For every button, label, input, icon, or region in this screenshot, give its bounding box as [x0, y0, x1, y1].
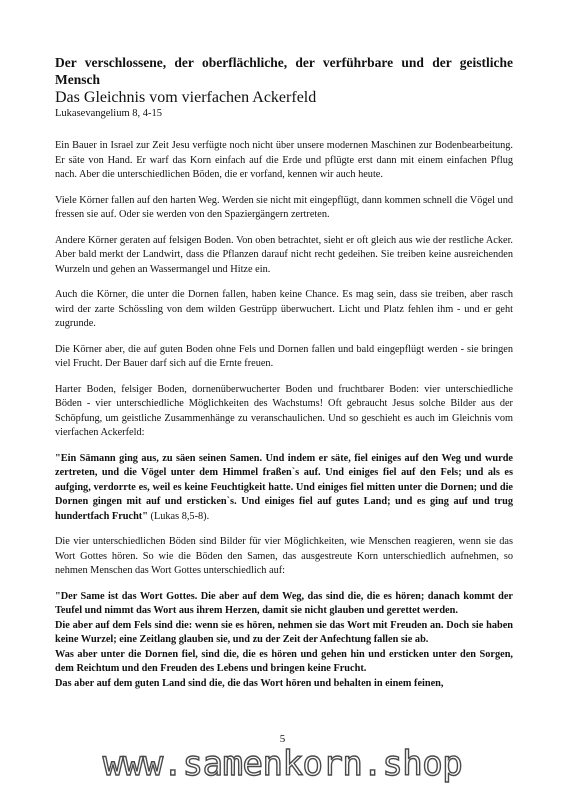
quote-line: Die aber auf dem Fels sind die: wenn sie es hören, nehmen sie das Wort mit Freuden an. Doch sie haben keine Wurzel; eine Zeitlang glauben sie, und zu der Zeit der Anfechtung fallen sie ab. [55, 619, 513, 645]
page-title: Der verschlossene, der oberflächliche, der verführbare und der geistliche Mensch [55, 55, 513, 87]
quote-line: Das aber auf dem guten Land sind die, die das Wort hören und behalten in einem feinen, [55, 677, 444, 689]
quote-text: "Ein Sämann ging aus, zu säen seinen Samen. Und indem er säte, fiel einiges auf den Weg und wurde zertreten, und die Vögel unter dem Himmel fraßen`s auf. Und einiges fiel auf den Fels; und als es aufging, verdorrte es, weil es keine Feuchtigkeit hatte. Und einiges fiel mitten unter die Dornen; und die Dornen gingen mit auf und ersticken`s. Und einiges fiel auf gutes Land; und es ging auf und trug hundertfach Frucht" [55, 452, 513, 522]
scripture-quote [55, 452, 513, 525]
paragraph: Andere Körner geraten auf felsigen Boden. Von oben betrachtet, sieht er oft gleich aus wie der restliche Acker. Aber bald merkt der Landwirt, dass die Pflanzen darauf nicht recht gedeihen. Sie treiben keine ausreichenden Wurzeln und gehen an Wassermangel und Hitze ein. [55, 234, 513, 275]
watermark: www.samenkorn.shop [102, 744, 463, 784]
paragraph: Die Körner aber, die auf guten Boden ohne Fels und Dornen fallen und bald eingepflügt werden - sie bringen viel Frucht. Der Bauer darf sich auf die Ernte freuen. [55, 343, 513, 369]
document-page [55, 54, 513, 691]
paragraph: Viele Körner fallen auf den harten Weg. Werden sie nicht mit eingepflügt, dann kommen schnell die Vögel und fressen sie auf. Oder sie werden von den Spaziergängern zertreten. [55, 194, 513, 220]
bible-reference: Lukasevangelium 8, 4-15 [55, 108, 163, 119]
quote-line: Was aber unter die Dornen fiel, sind die, die es hören und gehen hin und ersticken unter den Sorgen, dem Reichtum und den Freuden des Lebens und bringen keine Frucht. [55, 648, 513, 674]
page-number: 5 [279, 733, 286, 745]
scripture-quote-block [55, 590, 513, 692]
quote-line: "Der Same ist das Wort Gottes. Die aber auf dem Weg, das sind die, die es hören; danach kommt der Teufel und nimmt das Wort aus ihrem Herzen, damit sie nicht glauben und gerettet werden. [55, 590, 513, 616]
paragraph: Harter Boden, felsiger Boden, dornenüberwucherter Boden und fruchtbarer Boden: vier unterschiedliche Böden - vier unterschiedliche Möglichkeiten des Wachstums! Oft gebraucht Jesus solche Bilder aus der Schöpfung, um geistliche Zusammenhänge zu veranschaulichen. Und so geschieht es auch im Gleichnis vom vierfachen Ackerfeld: [55, 383, 513, 438]
paragraph: Die vier unterschiedlichen Böden sind Bilder für vier Möglichkeiten, wie Menschen reagieren, wenn sie das Wort Gottes hören. So wie die Böden den Samen, das ausgestreute Korn unterschiedlich aufnehmen, so nehmen Menschen das Wort Gottes unterschiedlich auf: [55, 536, 513, 576]
paragraph: Ein Bauer in Israel zur Zeit Jesu verfügte noch nicht über unsere modernen Maschinen zur Bodenbearbeitung. Er säte von Hand. Er warf das Korn einfach auf die Erde und pflügte erst dann mit einem einfachen Pflug nach. Aber die unterschiedlichen Böden, die er vorfand, kennen wir auch heute. [55, 140, 513, 180]
quote-reference: (Lukas 8,5-8). [147, 510, 210, 522]
paragraph: Auch die Körner, die unter die Dornen fallen, haben keine Chance. Es mag sein, dass sie treiben, aber rasch wird der zarte Schössling von dem wilden Gestrüpp überwuchert. Licht und Platz fehlen ihm - und er geht zugrunde. [55, 289, 513, 329]
page-subtitle: Das Gleichnis vom vierfachen Ackerfeld [55, 89, 317, 106]
